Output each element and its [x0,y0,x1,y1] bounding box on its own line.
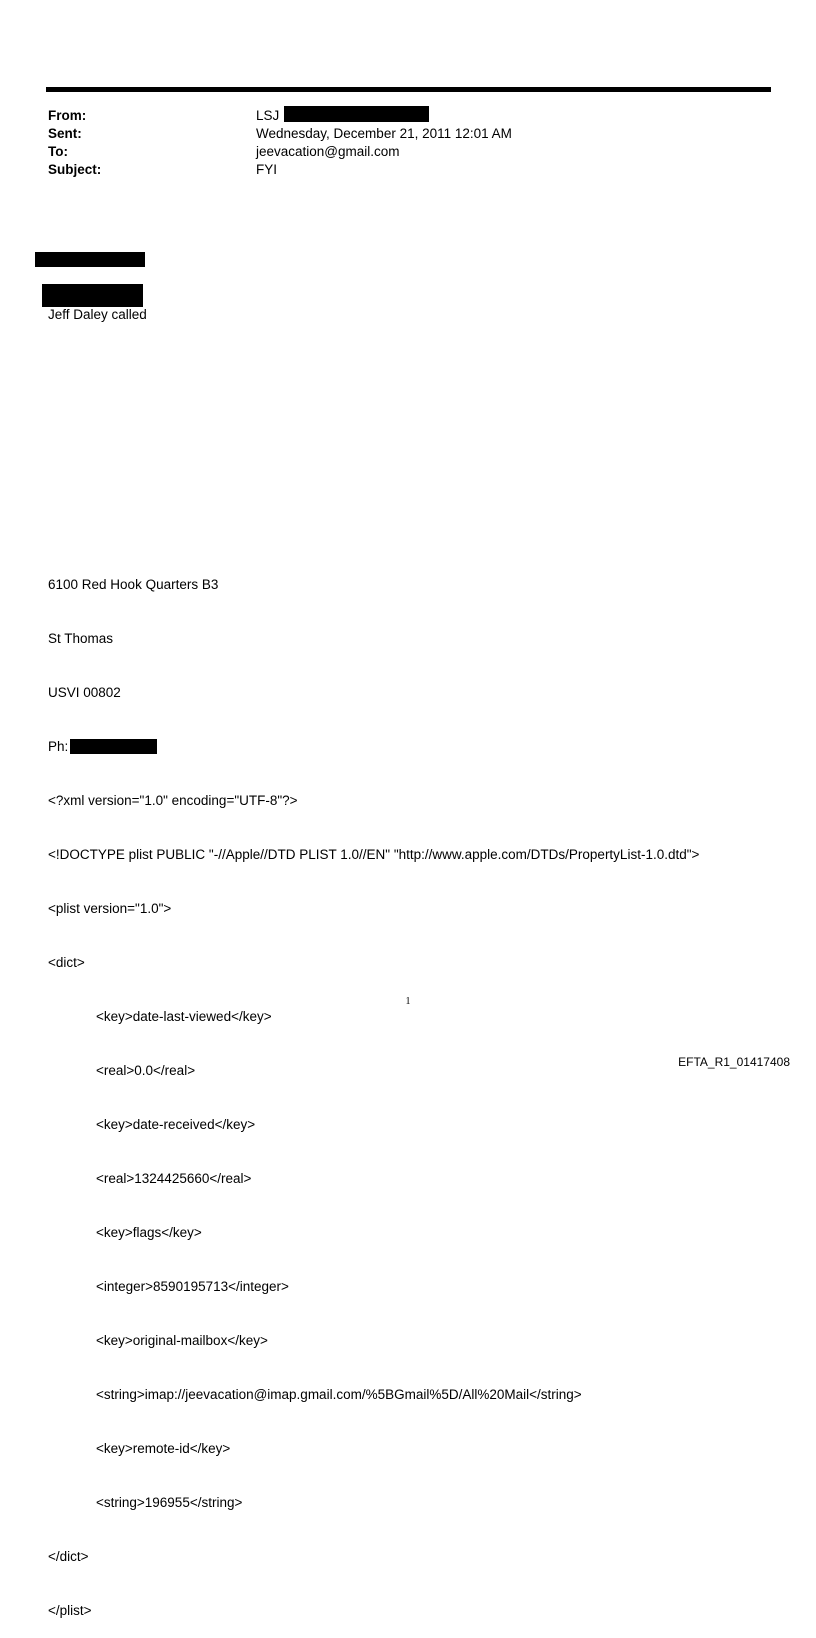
from-name: LSJ [256,108,280,123]
address-line: 6100 Red Hook Quarters B3 [48,577,219,592]
address-line: USVI 00802 [48,685,121,700]
phone-line [48,738,699,756]
xml-line: <key>date-received</key> [96,1117,256,1132]
redaction-box [70,739,157,754]
body-line: Jeff Daley called [48,307,147,322]
from-row [48,107,512,125]
email-body [48,216,699,1638]
subject-label: Subject: [48,162,102,177]
xml-line: <real>1324425660</real> [96,1171,252,1186]
sent-row [48,125,512,143]
xml-line: <key>original-mailbox</key> [96,1333,268,1348]
body-line: FYI [48,253,70,268]
from-label: From: [48,108,87,123]
xml-line: </plist> [48,1603,92,1618]
phone-label: Ph: [48,739,69,754]
blank-line [48,414,699,432]
xml-line: </dict> [48,1549,89,1564]
redaction-box [284,106,429,122]
address-line: St Thomas [48,631,114,646]
xml-line: <key>date-last-viewed</key> [96,1009,272,1024]
xml-line: <key>flags</key> [96,1225,202,1240]
header-rule [46,87,771,92]
xml-line: <!DOCTYPE plist PUBLIC "-//Apple//DTD PLIST 1.0//EN" "http://www.apple.com/DTDs/PropertyList-1.0.dtd"> [48,847,700,862]
sent-value: Wednesday, December 21, 2011 12:01 AM [256,126,512,141]
to-label: To: [48,144,68,159]
email-header [48,107,512,179]
xml-line: <?xml version="1.0" encoding="UTF-8"?> [48,793,298,808]
page-number: 1 [405,996,411,1007]
xml-line: <key>remote-id</key> [96,1441,231,1456]
subject-value: FYI [256,162,278,177]
from-value [256,107,429,125]
to-row [48,143,512,161]
sent-label: Sent: [48,126,82,141]
xml-line: <integer>8590195713</integer> [96,1279,289,1294]
to-value: jeevacation@gmail.com [256,144,400,159]
xml-line: <real>0.0</real> [96,1063,196,1078]
subject-row [48,161,512,179]
blank-line [48,468,699,486]
xml-line: <dict> [48,955,85,970]
blank-line [48,360,699,378]
xml-line: <string>196955</string> [96,1495,243,1510]
xml-line: <plist version="1.0"> [48,901,172,916]
document-id: EFTA_R1_01417408 [678,1055,790,1069]
blank-line [48,522,699,540]
xml-line: <string>imap://jeevacation@imap.gmail.com/%5BGmail%5D/All%20Mail</string> [96,1387,582,1402]
